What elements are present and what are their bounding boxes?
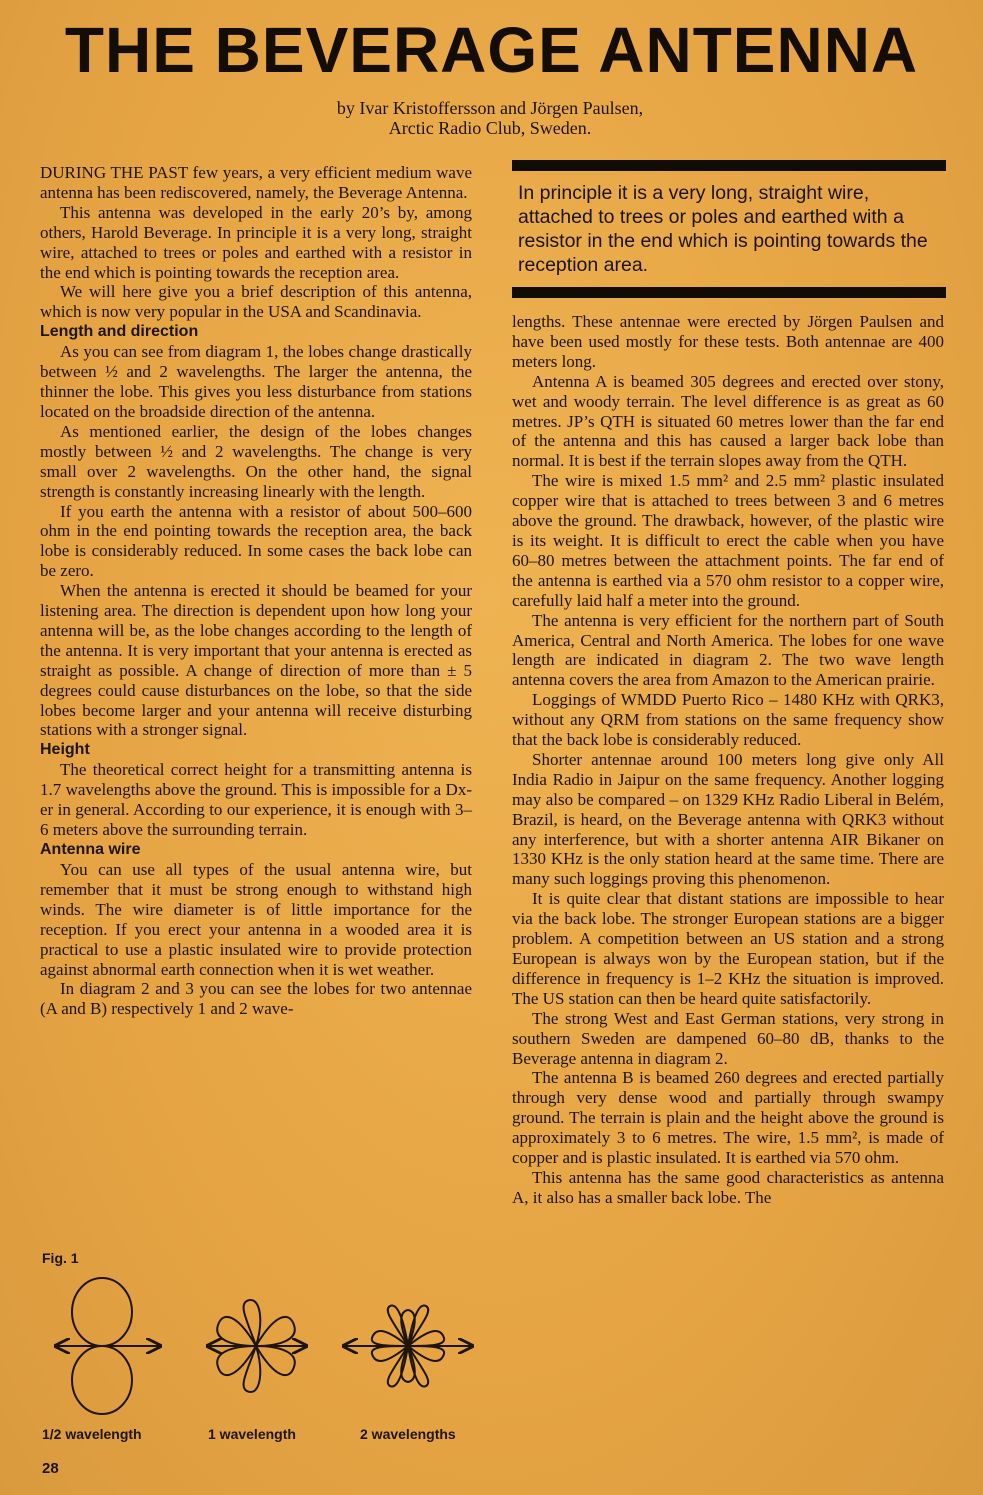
paragraph: lengths. These antennae were erected by Jörgen Paulsen and have been used mostly for these tests. Both antennae are 400 meters long.: [512, 312, 944, 371]
paragraph: We will here give you a brief description of this antenna, which is now very popular in the USA and Scandinavia.: [40, 282, 472, 322]
caption-half-wavelength: 1/2 wavelength: [42, 1426, 142, 1442]
paragraph: The antenna B is beamed 260 degrees and erected partially through very dense wood and partially through swampy ground. The terrain is plain and the height above the ground is approximately 3 to 6 metres. The wire, 1.5 mm², is made of copper and is plastic insulated. It is earthed via 570 ohm.: [512, 1068, 944, 1168]
two-wavelengths-lobe: [344, 1305, 472, 1386]
half-wavelength-lobe: [56, 1278, 160, 1414]
paragraph: As mentioned earlier, the design of the lobes changes mostly between ½ and 2 wavelengths. The change is very small over 2 wavelengths. On the other hand, the signal strength is constantly increasing linearly with the length.: [40, 421, 472, 501]
pull-quote-top-bar: [512, 160, 946, 171]
figure-1: [38, 1250, 488, 1450]
pull-quote-bottom-bar: [512, 287, 946, 298]
paragraph: The theoretical correct height for a transmitting antenna is 1.7 wavelengths above the ground. This is impossible for a Dx-er in general. According to our experience, it is enough with 3–6 meters above the surrounding terrain.: [40, 760, 472, 840]
lobe-diagrams: [38, 1270, 488, 1420]
paragraph: This antenna was developed in the early 20’s by, among others, Harold Beverage. In principle it is a very long, straight wire, attached to trees or poles and earthed with a resistor in the end which is pointing towards the reception area.: [40, 202, 472, 282]
paragraph: If you earth the antenna with a resistor of about 500–600 ohm in the end pointing towards the reception area, the back lobe is considerably reduced. In some cases the back lobe can be zero.: [40, 501, 472, 581]
paragraph: It is quite clear that distant stations are impossible to hear via the back lobe. The stronger European stations are a bigger problem. A competition between an US station and a strong European is always won by the European station, but if the difference in frequency is 1–2 KHz the situation is improved. The US station can then be heard quite satisfactorily.: [512, 889, 944, 1008]
pull-quote-text: In principle it is a very long, straight wire, attached to trees or poles and earthed with a resistor in the end which is pointing towards the reception area.: [518, 182, 928, 276]
paragraph: Shorter antennae around 100 meters long give only All India Radio in Jaipur on the same frequency. Another logging may also be compared – on 1329 KHz Radio Liberal in Belém, Brazil, is heard, on the Beverage antenna with QRK3 without any interference, but with a shorter antenna AIR Bikaner on 1330 KHz is the only station heard at the same time. There are many such loggings proving this phenomenon.: [512, 749, 944, 889]
paragraph: When the antenna is erected it should be beamed for your listening area. The direction is dependent upon how long your antenna will be, as the lobe changes according to the length of the antenna. It is very important that your antenna is erected as straight as possible. A change of direction of more than ± 5 degrees could cause disturbances on the lobe, so that the side lobes become larger and your antenna will receive disturbing stations with a stronger signal.: [40, 581, 472, 740]
paragraph: You can use all types of the usual antenna wire, but remember that it must be strong enough to withstand high winds. The wire diameter is of little importance for the reception. If you erect your antenna in a wooded area it is practical to use a plastic insulated wire to provide protection against abnormal earth connection when it is wet weather.: [40, 860, 472, 979]
left-column: [40, 163, 472, 1019]
paragraph: Loggings of WMDD Puerto Rico – 1480 KHz with QRK3, without any QRM from stations on the same frequency show that the back lobe is considerably reduced.: [512, 690, 944, 750]
section-heading-height: Height: [40, 741, 90, 759]
pull-quote: [512, 160, 946, 298]
right-column: [512, 312, 944, 1208]
paragraph: The strong West and East German stations, very strong in southern Sweden are dampened 60–80 dB, thanks to the Beverage antenna in diagram 2.: [512, 1008, 944, 1068]
byline: [300, 98, 680, 138]
section-heading-length: Length and direction: [40, 323, 199, 341]
paragraph: Antenna A is beamed 305 degrees and erected over stony, wet and woody terrain. The level difference is as great as 60 metres. JP’s QTH is situated 60 metres lower than the far end of the antenna and this has caused a larger back lobe than normal. It is best if the terrain slopes away from the QTH.: [512, 371, 944, 471]
paragraph: The wire is mixed 1.5 mm² and 2.5 mm² plastic insulated copper wire that is attached to trees between 3 and 6 metres above the ground. The drawback, however, of the plastic wire is its weight. It is difficult to erect the cable when you have 60–80 metres between the attachment points. The far end of the antenna is earthed via a 570 ohm resistor to a copper wire, carefully laid half a meter into the ground.: [512, 471, 944, 610]
caption-two-wavelengths: 2 wavelengths: [360, 1426, 456, 1442]
paragraph: DURING THE PAST few years, a very efficient medium wave antenna has been rediscovered, namely, the Beverage Antenna.: [40, 163, 472, 202]
caption-one-wavelength: 1 wavelength: [208, 1426, 296, 1442]
paragraph: This antenna has the same good characteristics as antenna A, it also has a smaller back lobe. The: [512, 1167, 944, 1207]
byline-club: Arctic Radio Club, Sweden.: [388, 118, 592, 138]
paragraph: As you can see from diagram 1, the lobes change drastically between ½ and 2 wavelengths. The larger the antenna, the thinner the lobe. This gives you less disturbance from stations located on the broadside direction of the antenna.: [40, 342, 472, 421]
paragraph: In diagram 2 and 3 you can see the lobes for two antennae (A and B) respectively 1 and 2 wave-: [40, 979, 472, 1019]
byline-authors: by Ivar Kristoffersson and Jörgen Paulsen,: [336, 98, 644, 118]
section-heading-wire: Antenna wire: [40, 841, 141, 858]
page-number: 28: [42, 1460, 59, 1477]
figure-label: Fig. 1: [42, 1250, 79, 1266]
one-wavelength-lobe: [208, 1300, 306, 1392]
article-title: THE BEVERAGE ANTENNA: [64, 14, 919, 86]
paragraph: The antenna is very efficient for the northern part of South America, Central and North America. The lobes for one wave length are indicated in diagram 2. The two wave length antenna covers the area from Amazon to the American prairie.: [512, 610, 944, 690]
